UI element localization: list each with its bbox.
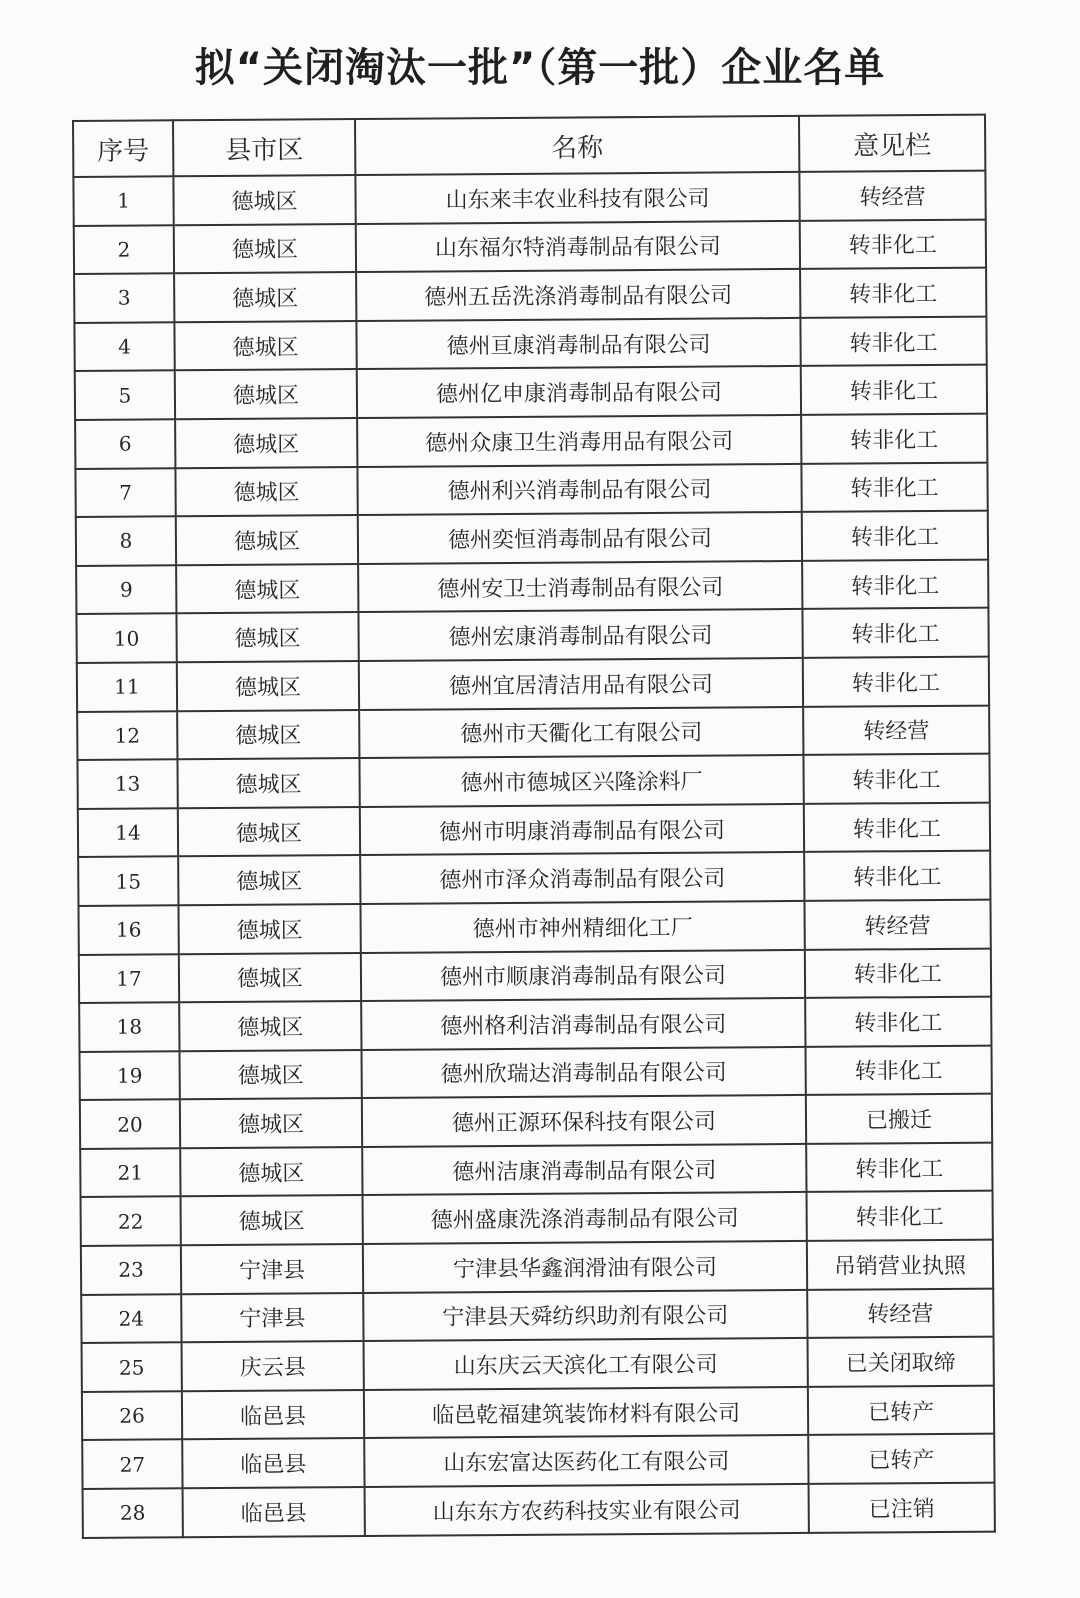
- cell-opinion: 转非化工: [800, 219, 986, 269]
- table-row: [80, 1142, 992, 1197]
- table-row: [79, 997, 991, 1052]
- table-header: [73, 115, 985, 177]
- table-row: [75, 414, 987, 469]
- cell-district: 德城区: [175, 369, 357, 419]
- table-body: [73, 171, 994, 1538]
- cell-company-name: 德州亘康消毒制品有限公司: [356, 318, 800, 370]
- cell-opinion: 转非化工: [801, 462, 987, 512]
- table-row: [76, 511, 988, 566]
- cell-opinion: 转非化工: [806, 1142, 992, 1192]
- cell-opinion: 转非化工: [805, 1045, 991, 1095]
- cell-district: 临邑县: [183, 1487, 365, 1537]
- cell-opinion: 已搬迁: [806, 1094, 992, 1144]
- cell-district: 德城区: [174, 272, 356, 322]
- cell-district: 德城区: [176, 515, 358, 565]
- cell-company-name: 山东庆云天滨化工有限公司: [364, 1338, 808, 1390]
- table-row: [80, 1045, 992, 1100]
- cell-company-name: 德州宜居清洁用品有限公司: [359, 658, 803, 710]
- table-row: [74, 316, 986, 371]
- table-row: [77, 705, 989, 760]
- table-row: [78, 851, 990, 906]
- cell-opinion: 转非化工: [801, 414, 987, 464]
- cell-district: 德城区: [176, 612, 358, 662]
- header-serial-number: 序号: [73, 120, 173, 177]
- cell-district: 庆云县: [182, 1341, 364, 1391]
- table-row: [82, 1337, 994, 1392]
- cell-opinion: 转非化工: [801, 365, 987, 415]
- cell-company-name: 山东福尔特消毒制品有限公司: [356, 221, 800, 273]
- header-opinion: 意见栏: [799, 115, 985, 172]
- cell-district: 宁津县: [181, 1293, 363, 1343]
- cell-serial-number: 3: [74, 273, 174, 322]
- cell-district: 德城区: [180, 1050, 362, 1100]
- cell-serial-number: 20: [80, 1100, 180, 1149]
- cell-company-name: 德州正源环保科技有限公司: [362, 1095, 806, 1147]
- cell-company-name: 临邑乾福建筑装饰材料有限公司: [364, 1387, 808, 1439]
- cell-opinion: 转非化工: [802, 608, 988, 658]
- cell-district: 德城区: [180, 1147, 362, 1197]
- cell-company-name: 德州亿申康消毒制品有限公司: [357, 366, 801, 418]
- cell-serial-number: 22: [81, 1197, 181, 1246]
- cell-company-name: 德州市明康消毒制品有限公司: [360, 804, 804, 856]
- cell-opinion: 转经营: [803, 705, 989, 755]
- cell-district: 临邑县: [182, 1438, 364, 1488]
- cell-district: 德城区: [173, 175, 355, 225]
- table-row: [74, 219, 986, 274]
- cell-company-name: 德州安卫士消毒制品有限公司: [358, 561, 802, 613]
- cell-serial-number: 11: [77, 662, 177, 711]
- cell-opinion: 转经营: [799, 171, 985, 221]
- cell-opinion: 转非化工: [805, 997, 991, 1047]
- cell-company-name: 德州欣瑞达消毒制品有限公司: [361, 1047, 805, 1099]
- cell-company-name: 宁津县天舜纺织助剂有限公司: [363, 1290, 807, 1342]
- cell-company-name: 德州市泽众消毒制品有限公司: [360, 852, 804, 904]
- cell-serial-number: 10: [76, 614, 176, 663]
- table-row: [78, 900, 990, 955]
- cell-serial-number: 2: [74, 225, 174, 274]
- table-row: [79, 948, 991, 1003]
- table-row: [73, 171, 985, 226]
- cell-opinion: 已关闭取缔: [808, 1337, 994, 1387]
- cell-district: 德城区: [177, 710, 359, 760]
- cell-serial-number: 6: [75, 419, 175, 468]
- header-district: 县市区: [173, 119, 355, 176]
- cell-company-name: 德州利兴消毒制品有限公司: [357, 463, 801, 515]
- table-row: [81, 1191, 993, 1246]
- cell-serial-number: 14: [78, 808, 178, 857]
- cell-serial-number: 19: [80, 1051, 180, 1100]
- cell-opinion: 转非化工: [802, 511, 988, 561]
- cell-district: 德城区: [174, 224, 356, 274]
- table-row: [74, 268, 986, 323]
- table-row: [83, 1483, 995, 1538]
- cell-company-name: 德州宏康消毒制品有限公司: [358, 609, 802, 661]
- cell-district: 宁津县: [181, 1244, 363, 1294]
- cell-serial-number: 24: [81, 1294, 181, 1343]
- cell-opinion: 转非化工: [800, 316, 986, 366]
- cell-opinion: 转非化工: [802, 559, 988, 609]
- cell-opinion: 已转产: [808, 1434, 994, 1484]
- cell-company-name: 德州盛康洗涤消毒制品有限公司: [363, 1192, 807, 1244]
- table-row: [78, 802, 990, 857]
- cell-district: 德城区: [178, 904, 360, 954]
- cell-opinion: 已转产: [808, 1385, 994, 1435]
- cell-company-name: 德州众康卫生消毒用品有限公司: [357, 415, 801, 467]
- cell-serial-number: 4: [74, 322, 174, 371]
- cell-company-name: 德州市神州精细化工厂: [360, 901, 804, 953]
- cell-company-name: 山东东方农药科技实业有限公司: [365, 1484, 809, 1536]
- table-row: [81, 1288, 993, 1343]
- cell-company-name: 德州市顺康消毒制品有限公司: [361, 949, 805, 1001]
- cell-opinion: 吊销营业执照: [807, 1240, 993, 1290]
- table-row: [76, 608, 988, 663]
- cell-district: 临邑县: [182, 1390, 364, 1440]
- cell-company-name: 德州五岳洗涤消毒制品有限公司: [356, 269, 800, 321]
- cell-opinion: 转非化工: [803, 657, 989, 707]
- cell-district: 德城区: [175, 467, 357, 517]
- cell-company-name: 德州格利洁消毒制品有限公司: [361, 998, 805, 1050]
- cell-serial-number: 27: [82, 1440, 182, 1489]
- cell-serial-number: 28: [83, 1488, 183, 1537]
- enterprise-list-table: [72, 114, 996, 1539]
- table-row: [77, 657, 989, 712]
- cell-serial-number: 23: [81, 1245, 181, 1294]
- cell-serial-number: 17: [79, 954, 179, 1003]
- cell-serial-number: 9: [76, 565, 176, 614]
- cell-company-name: 德州市德城区兴隆涂料厂: [359, 755, 803, 807]
- table-row: [77, 754, 989, 809]
- cell-district: 德城区: [177, 758, 359, 808]
- cell-opinion: 已注销: [809, 1483, 995, 1533]
- cell-district: 德城区: [180, 1098, 362, 1148]
- cell-serial-number: 15: [78, 857, 178, 906]
- table-row: [82, 1385, 994, 1440]
- cell-serial-number: 21: [80, 1148, 180, 1197]
- cell-serial-number: 12: [77, 711, 177, 760]
- cell-opinion: 转非化工: [807, 1191, 993, 1241]
- cell-opinion: 转非化工: [804, 851, 990, 901]
- table-row: [81, 1240, 993, 1295]
- cell-opinion: 转经营: [804, 900, 990, 950]
- cell-company-name: 德州市天衢化工有限公司: [359, 706, 803, 758]
- cell-company-name: 宁津县华鑫润滑油有限公司: [363, 1241, 807, 1293]
- cell-opinion: 转非化工: [803, 754, 989, 804]
- cell-serial-number: 1: [73, 176, 173, 225]
- cell-company-name: 山东来丰农业科技有限公司: [355, 172, 799, 224]
- cell-district: 德城区: [179, 953, 361, 1003]
- cell-district: 德城区: [181, 1195, 363, 1245]
- cell-serial-number: 8: [76, 516, 176, 565]
- cell-opinion: 转非化工: [805, 948, 991, 998]
- cell-opinion: 转经营: [807, 1288, 993, 1338]
- cell-serial-number: 13: [77, 759, 177, 808]
- document-title: 拟“关闭淘汰一批”（第一批）企业名单: [194, 45, 886, 91]
- header-company-name: 名称: [355, 116, 799, 175]
- cell-district: 德城区: [177, 661, 359, 711]
- cell-district: 德城区: [178, 807, 360, 857]
- cell-district: 德城区: [175, 418, 357, 468]
- table-row: [75, 365, 987, 420]
- cell-serial-number: 18: [79, 1002, 179, 1051]
- table-row: [76, 559, 988, 614]
- cell-serial-number: 7: [75, 468, 175, 517]
- cell-opinion: 转非化工: [800, 268, 986, 318]
- cell-company-name: 山东宏富达医药化工有限公司: [364, 1435, 808, 1487]
- table-row: [82, 1434, 994, 1489]
- table-row: [80, 1094, 992, 1149]
- cell-district: 德城区: [176, 564, 358, 614]
- cell-opinion: 转非化工: [804, 802, 990, 852]
- cell-district: 德城区: [178, 855, 360, 905]
- cell-company-name: 德州洁康消毒制品有限公司: [362, 1144, 806, 1196]
- cell-serial-number: 16: [78, 905, 178, 954]
- cell-company-name: 德州奕恒消毒制品有限公司: [358, 512, 802, 564]
- cell-serial-number: 25: [82, 1343, 182, 1392]
- header-row: [73, 115, 985, 177]
- cell-district: 德城区: [179, 1001, 361, 1051]
- cell-serial-number: 5: [75, 371, 175, 420]
- cell-district: 德城区: [174, 321, 356, 371]
- cell-serial-number: 26: [82, 1391, 182, 1440]
- table-row: [75, 462, 987, 517]
